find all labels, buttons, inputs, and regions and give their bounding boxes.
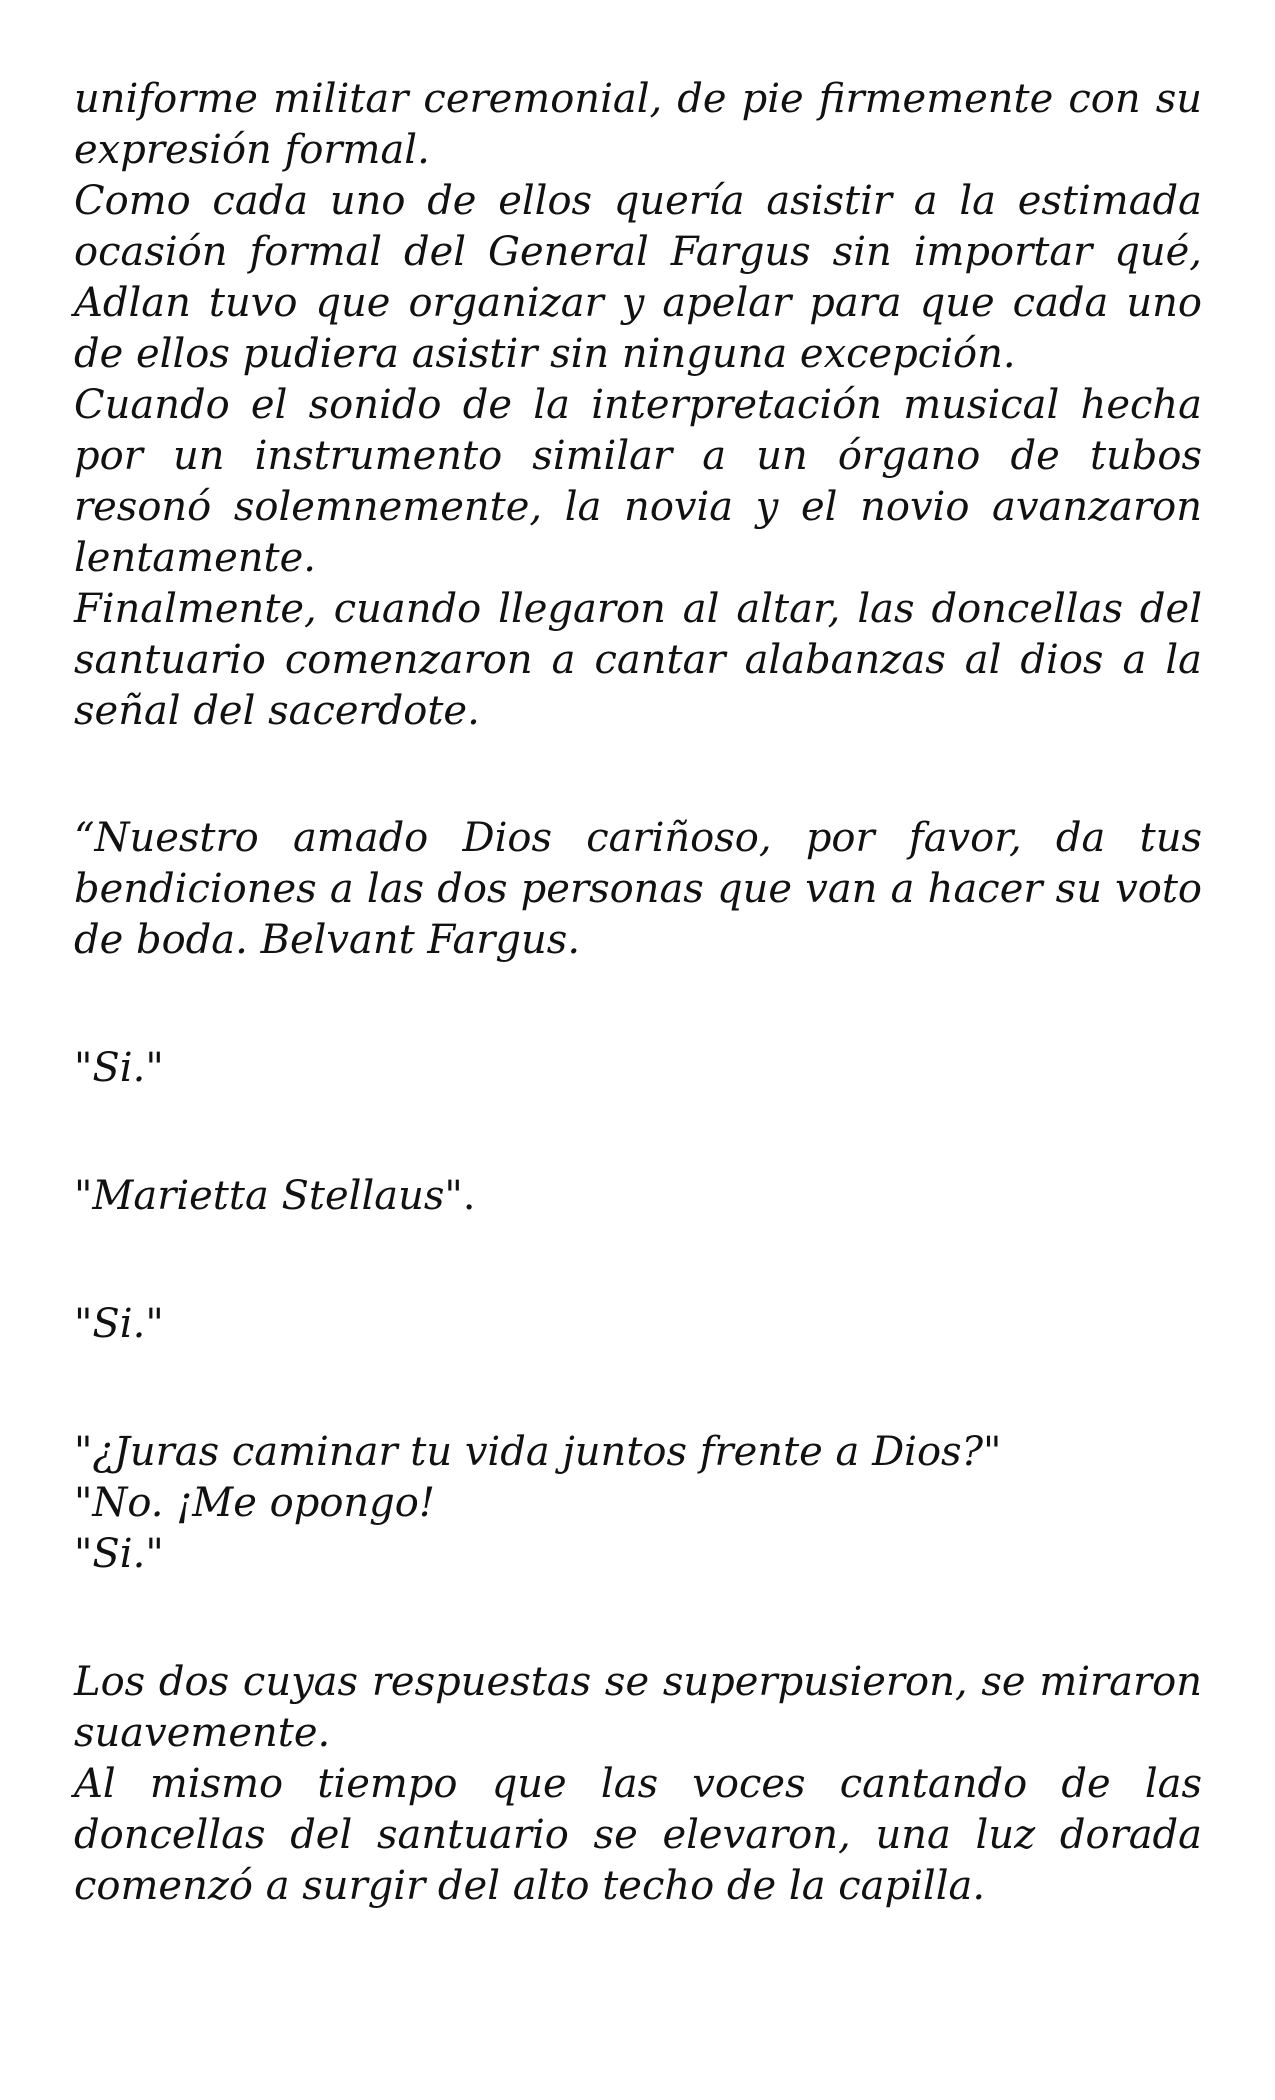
paragraph-3: Cuando el sonido de la interpretación musical hecha por un instrumento similar a un órgano de tubos resonó solemnemente, la novia y el novio avanzaron lentamente. bbox=[74, 382, 1202, 581]
paragraph-2: Como cada uno de ellos quería asistir a la estimada ocasión formal del General Fargus sin importar qué, Adlan tuvo que organizar y apelar para que cada uno de ellos pudiera asistir sin ninguna excepción. bbox=[74, 178, 1202, 377]
dialogue-line-2 bbox=[74, 1171, 1202, 1222]
quote-close: " bbox=[983, 1429, 1002, 1475]
quote-close: " bbox=[444, 1173, 463, 1219]
spacer bbox=[74, 1094, 1202, 1171]
dialogue-text: Si. bbox=[92, 1531, 146, 1577]
spacer bbox=[74, 1222, 1202, 1299]
paragraph-1: uniforme militar ceremonial, de pie firmemente con su expresión formal. bbox=[74, 76, 1202, 173]
dialogue-text: Si. bbox=[92, 1301, 146, 1347]
period: . bbox=[462, 1173, 476, 1219]
quote-close: " bbox=[145, 1301, 164, 1347]
quote-open: " bbox=[74, 1531, 93, 1577]
quote-open: " bbox=[74, 1429, 93, 1475]
quote-open: " bbox=[74, 1301, 93, 1347]
dialogue-text: Marietta Stellaus bbox=[92, 1173, 445, 1219]
spacer bbox=[74, 737, 1202, 813]
paragraph-5-invocation: “Nuestro amado Dios cariñoso, por favor, da tus bendiciones a las dos personas que van a hacer su voto de boda. Belvant Fargus. bbox=[74, 815, 1202, 963]
spacer bbox=[74, 1580, 1202, 1657]
quote-close: " bbox=[145, 1531, 164, 1577]
dialogue-line-1 bbox=[74, 1043, 1202, 1094]
dialogue-text: ¿Juras caminar tu vida juntos frente a Dios? bbox=[92, 1429, 984, 1475]
quote-open: " bbox=[74, 1480, 93, 1526]
paragraph-13: Al mismo tiempo que las voces cantando de las doncellas del santuario se elevaron, una luz dorada comenzó a surgir del alto techo de la capilla. bbox=[74, 1761, 1202, 1909]
dialogue-text: No. ¡Me opongo! bbox=[92, 1480, 435, 1526]
dialogue-line-6 bbox=[74, 1529, 1202, 1580]
document-page bbox=[74, 74, 1202, 1912]
quote-close: " bbox=[145, 1045, 164, 1091]
paragraph-12: Los dos cuyas respuestas se superpusieron, se miraron suavemente. bbox=[74, 1659, 1202, 1756]
paragraph-4: Finalmente, cuando llegaron al altar, las doncellas del santuario comenzaron a cantar alabanzas al dios a la señal del sacerdote. bbox=[74, 586, 1202, 734]
dialogue-text: Si. bbox=[92, 1045, 146, 1091]
dialogue-line-4 bbox=[74, 1427, 1202, 1478]
quote-open: " bbox=[74, 1173, 93, 1219]
spacer bbox=[74, 1350, 1202, 1427]
dialogue-line-5 bbox=[74, 1478, 1202, 1529]
spacer bbox=[74, 966, 1202, 1043]
dialogue-line-3 bbox=[74, 1299, 1202, 1350]
quote-open: " bbox=[74, 1045, 93, 1091]
